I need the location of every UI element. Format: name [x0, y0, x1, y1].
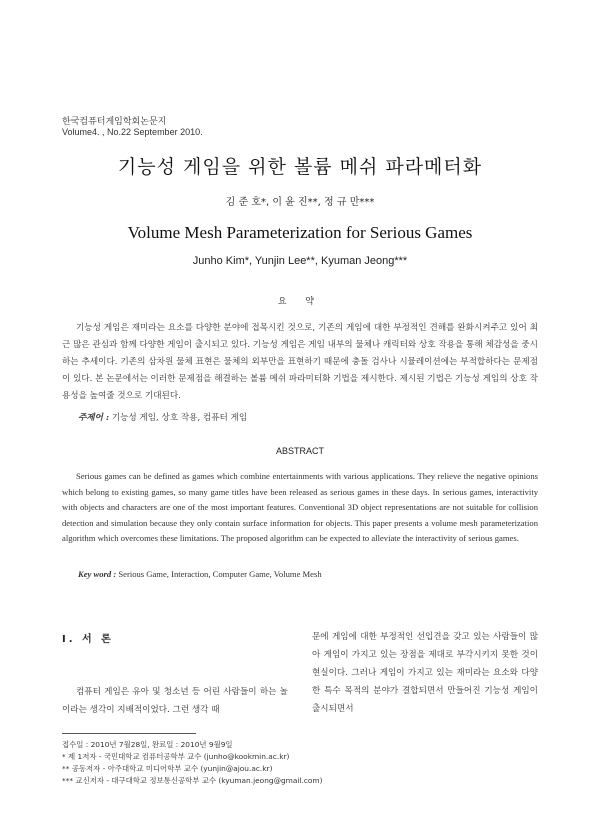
footnote-author1: * 제 1저자 - 국민대학교 컴퓨터공학부 교수 (junho@kookmin.ac.kr) [62, 752, 290, 761]
footnote-author3: *** 교신저자 - 대구대학교 정보통신공학부 교수 (kyuman.jeong@gmail.com) [62, 776, 323, 785]
footnote-dates: 접수일 : 2010년 7월28일, 완료일 : 2010년 9월9일 [62, 740, 233, 749]
korean-keywords-label: 주제어 : [78, 413, 110, 423]
english-keywords [78, 569, 322, 579]
body-column-left [62, 683, 288, 719]
korean-abstract-heading: 요 약 [277, 297, 323, 307]
journal-name: 한국컴퓨터게임학회논문지 [62, 116, 167, 126]
english-keywords-text: Serious Game, Interaction, Computer Game, Volume Mesh [118, 569, 322, 579]
english-abstract [62, 469, 538, 547]
journal-volume: Volume4. , No.22 September 2010. [62, 127, 203, 137]
english-keywords-label: Key word : [78, 569, 117, 579]
authors-korean: 김 준 호*, 이 윤 진**, 정 규 만*** [225, 197, 375, 208]
body-column-right [312, 628, 538, 718]
footnote-author2: ** 공동저자 - 아주대학교 미디어학부 교수 (yunjin@ajou.ac.kr) [62, 764, 273, 773]
korean-keywords [78, 411, 247, 423]
korean-abstract-text: 기능성 게임은 재미라는 요소를 다양한 분야에 접목시킨 것으로, 기존의 게임에 대한 부정적인 견해를 완화시켜주고 있어 최근 많은 관심과 함께 다양한 게임이 출시되고 있다. 기능성 게임은 게임 내부의 물체나 캐릭터와 상호 작용을 통해 체감성을 중시하는 추세이다. 기존의 삼차원 물체 표현은 물체의 외부만을 표현하기 때문에 충돌 검사나 시뮬레이션에는 부적합하다는 문제점이 있다. 본 논문에서는 이러한 문제점을 해결하는 볼륨 메쉬 파라미터화 기법을 제시한다. 제시된 기법은 기능성 게임의 상호 작용성을 높여줄 것으로 기대된다. [62, 323, 538, 401]
korean-keywords-text: 기능성 게임, 상호 작용, 컴퓨터 게임 [111, 413, 248, 423]
korean-abstract [62, 320, 538, 405]
english-abstract-heading: ABSTRACT [275, 446, 324, 456]
paper-title-english: Volume Mesh Parameterization for Serious Games [127, 223, 473, 242]
paper-title-korean: 기능성 게임을 위한 볼륨 메쉬 파라메터화 [117, 156, 483, 178]
journal-header [62, 116, 203, 138]
english-abstract-text: Serious games can be defined as games which combine entertainments with various applications. They relieve the negative opinions which belong to existing games, so many game titles have been released as serious games in these days. In serious games, interactivity with objects and characters are one of the most important features. Conventional 3D object representations are not suitable for collision detection and simulation because they only contain surface information for objects. This paper presents a volume mesh parameterization algorithm which overcomes these limitations. The proposed algorithm can be expected to alleviate the interactivity of serious games. [62, 471, 538, 544]
footnote-divider [62, 733, 196, 734]
footnotes [62, 739, 323, 787]
section-introduction-heading: Ⅰ. 서 론 [62, 634, 114, 645]
authors-english: Junho Kim*, Yunjin Lee**, Kyuman Jeong*** [192, 255, 408, 267]
body-left-text: 컴퓨터 게임은 유아 및 청소년 등 어린 사람들이 하는 놀이라는 생각이 지배적이었다. 그런 생각 때 [62, 687, 288, 715]
body-right-text: 문에 게임에 대한 부정적인 선입견을 갖고 있는 사람들이 많아 게임이 가지고 있는 장점을 제대로 부각시키지 못한 것이 현실이다. 그러나 게임이 가지고 있는 재미라는 요소와 다양한 특수 목적의 분야가 결합되면서 만들어진 기능성 게임이 출시되면서 [312, 632, 538, 714]
